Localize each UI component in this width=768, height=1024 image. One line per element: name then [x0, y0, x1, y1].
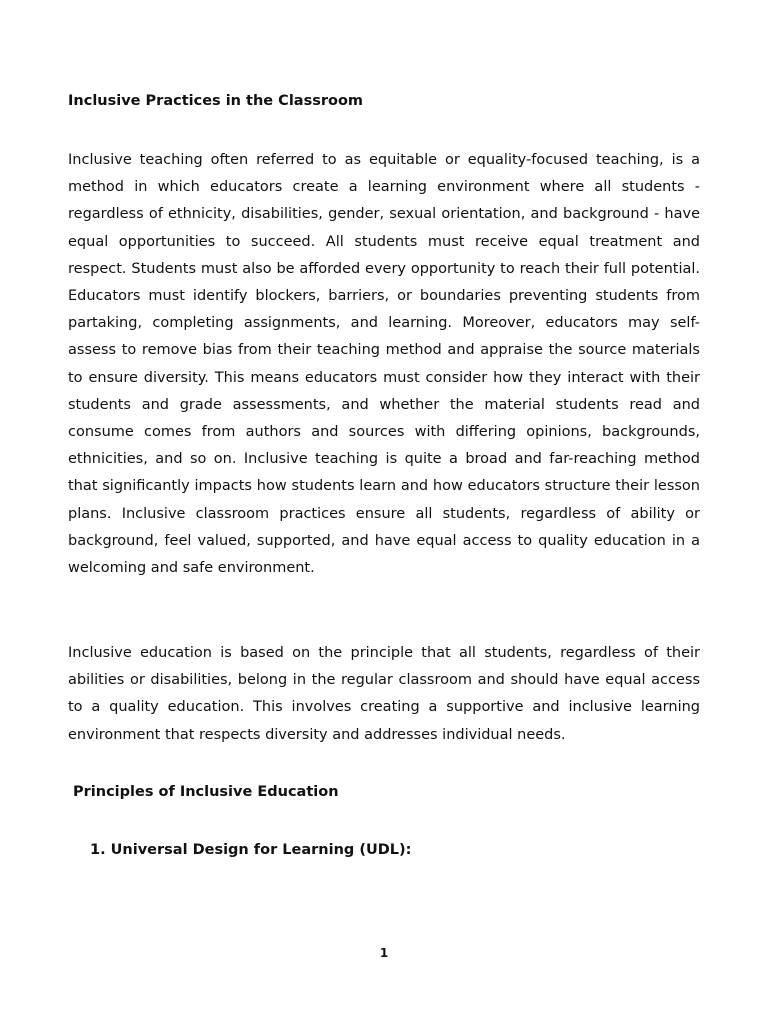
section-heading-principles: Principles of Inclusive Education — [73, 784, 339, 800]
list-item-udl: 1. Universal Design for Learning (UDL): — [90, 842, 412, 858]
document-title: Inclusive Practices in the Classroom — [68, 93, 364, 109]
page-number: 1 — [379, 946, 389, 960]
principle-paragraph: Inclusive education is based on the principle that all students, regardless of their abilities or disabilities, belong in the regular classroom and should have equal access to a quality education. This involves creating a supportive and inclusive learning environment that respects diversity and addresses individual needs. — [68, 645, 700, 743]
intro-paragraph: Inclusive teaching often referred to as equitable or equality-focused teaching, is a method in which educators create a learning environment where all students - regardless of ethnicity, disabilities, gender, sexual orientation, and background - have equal opportunities to succeed. All students must receive equal treatment and respect. Students must also be afforded every opportunity to reach their full potential. Educators must identify blockers, barriers, or boundaries preventing students from partaking, completing assignments, and learning. Moreover, educators may self-assess to remove bias from their teaching method and appraise the source materials to ensure diversity. This means educators must consider how they interact with their students and grade assessments, and whether the material students read and consume comes from authors and sources with differing opinions, backgrounds, ethnicities, and so on. Inclusive teaching is quite a broad and far-reaching method that significantly impacts how students learn and how educators structure their lesson plans. Inclusive classroom practices ensure all students, regardless of ability or background, feel valued, supported, and have equal access to quality education in a welcoming and safe environment. — [68, 152, 700, 577]
